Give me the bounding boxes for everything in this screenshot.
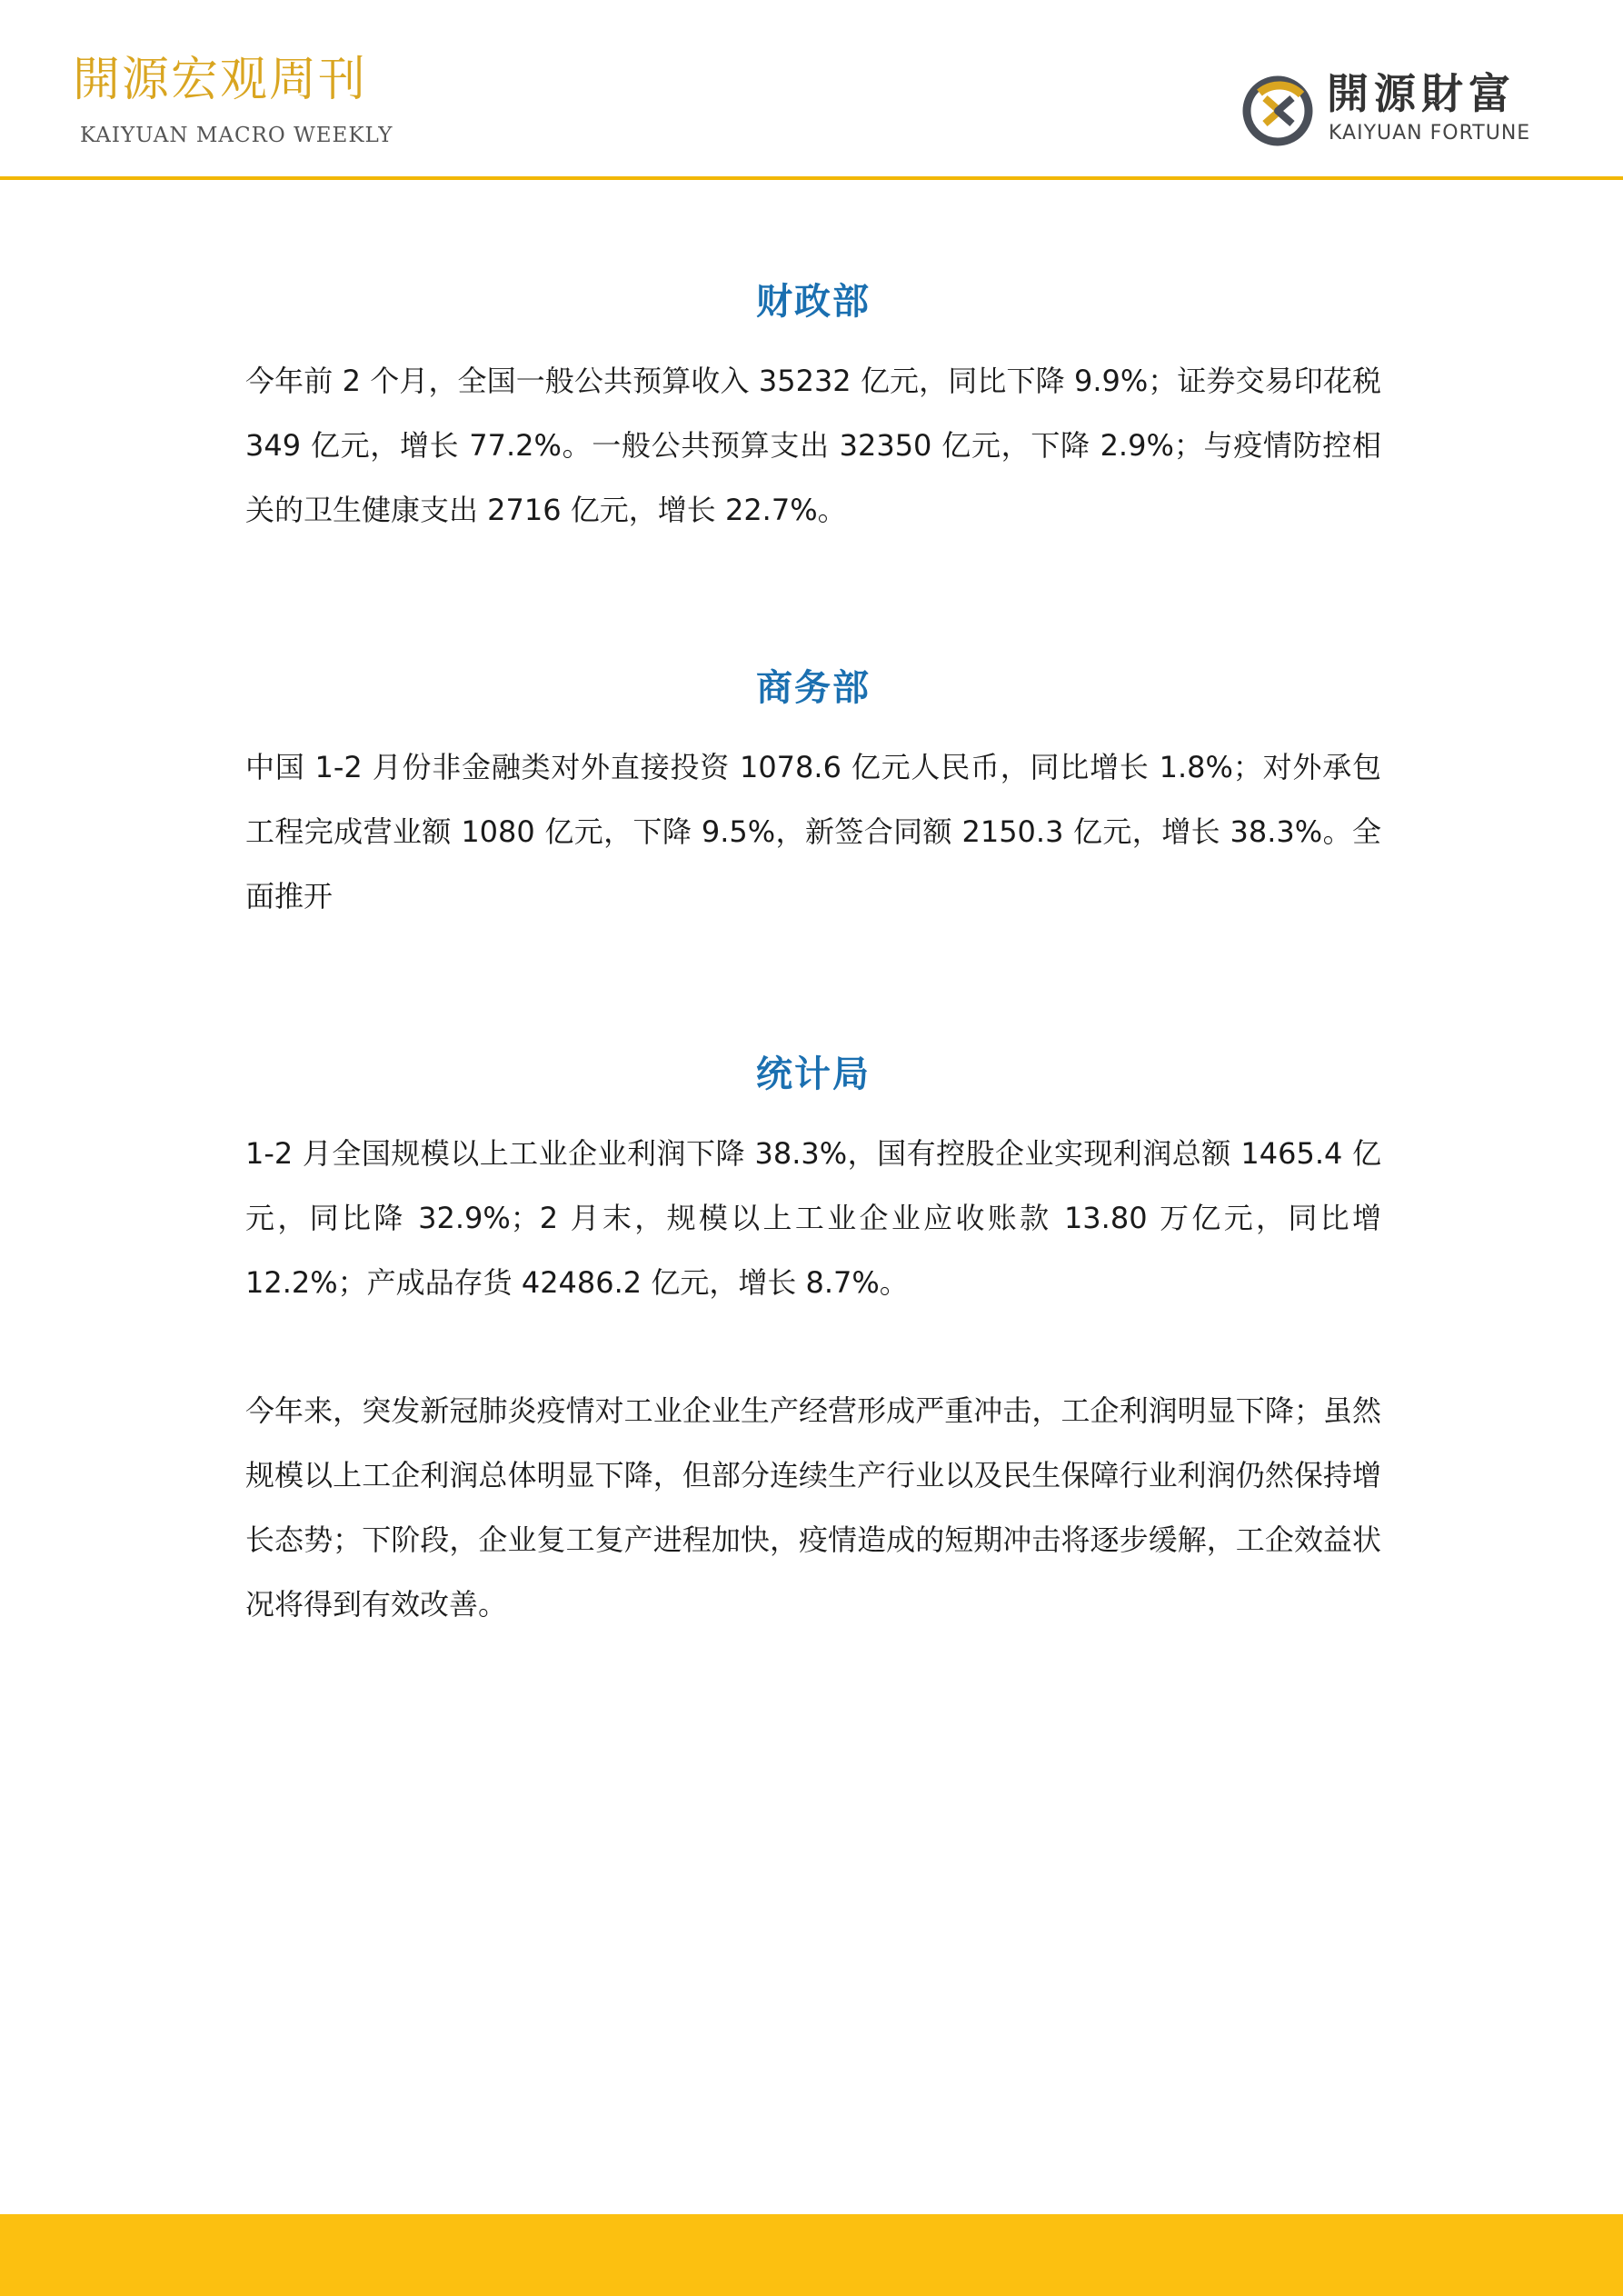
publication-title: 開源宏观周刊	[73, 53, 368, 107]
section-paragraph: 中国 1-2 月份非金融类对外直接投资 1078.6 亿元人民币，同比增长 1.8%；对外承包工程完成营业额 1080 亿元，下降 9.5%，新签合同额 2150.3 亿元，增长 38.3%。全面推开	[245, 750, 1381, 913]
section-paragraph: 今年来，突发新冠肺炎疫情对工业企业生产经营形成严重冲击，工企利润明显下降；虽然规模以上工企利润总体明显下降，但部分连续生产行业以及民生保障行业利润仍然保持增长态势；下阶段，企业复工复产进程加快，疫情造成的短期冲击将逐步缓解，工企效益状况将得到有效改善。	[245, 1393, 1381, 1622]
header-rule	[0, 176, 1623, 180]
section-title: 商务部	[756, 666, 871, 709]
section-statistics-bureau	[245, 1045, 1381, 1637]
section-ministry-of-finance	[245, 273, 1381, 543]
kaiyuan-logo-icon	[1241, 73, 1318, 149]
company-logo	[1241, 69, 1559, 149]
footer-bar	[0, 2214, 1623, 2296]
section-title: 统计局	[756, 1053, 871, 1095]
report-content	[245, 273, 1381, 1637]
section-paragraph: 今年前 2 个月，全国一般公共预算收入 35232 亿元，同比下降 9.9%；证券交易印花税 349 亿元，增长 77.2%。一般公共预算支出 32350 亿元，下降 2.9%；与疫情防控相关的卫生健康支出 2716 亿元，增长 22.7%。	[245, 364, 1381, 527]
logo-name-en: KAIYUAN FORTUNE	[1329, 122, 1531, 145]
section-title: 财政部	[756, 280, 871, 323]
page-header	[0, 0, 1623, 178]
logo-name-cn: 開源財富	[1327, 69, 1516, 118]
publication-subtitle: KAIYUAN MACRO WEEKLY	[80, 124, 393, 147]
section-paragraph: 1-2 月全国规模以上工业企业利润下降 38.3%，国有控股企业实现利润总额 1465.4 亿元，同比降 32.9%；2 月末，规模以上工业企业应收账款 13.80 万亿元，同比增 12.2%；产成品存货 42486.2 亿元，增长 8.7%。	[245, 1136, 1381, 1300]
section-ministry-of-commerce	[245, 659, 1381, 929]
